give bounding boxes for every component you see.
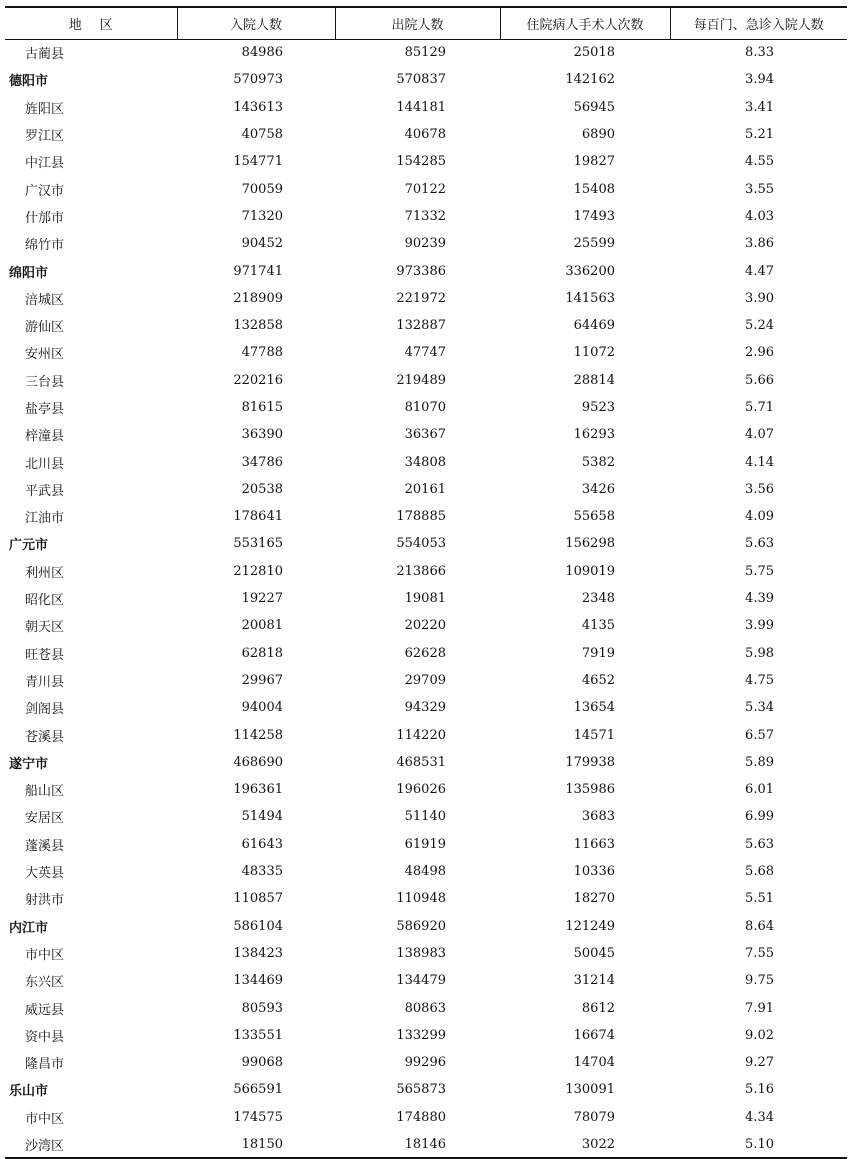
region-name-cell: 旺苍县 (25, 647, 65, 663)
discharged-cell: 110948 (396, 891, 446, 907)
header-row (5, 7, 847, 39)
surgeries-cell: 179938 (565, 754, 615, 770)
surgeries-cell: 28814 (573, 372, 615, 388)
surgeries-cell: 18270 (573, 891, 615, 907)
discharged-cell: 20161 (404, 481, 446, 497)
region-name-cell: 东兴区 (25, 975, 65, 991)
admitted-cell: 143613 (233, 99, 283, 115)
region-name-cell: 内江市 (9, 920, 49, 936)
surgeries-cell: 3683 (581, 809, 615, 825)
admitted-cell: 81615 (241, 400, 283, 415)
table-row (5, 721, 847, 748)
surgeries-cell: 109019 (565, 563, 615, 579)
admit-rate-cell: 3.41 (745, 99, 774, 115)
admit-rate-cell: 9.75 (745, 973, 774, 989)
city-row (5, 66, 847, 93)
table-row (5, 885, 847, 912)
table-row (5, 1022, 847, 1049)
region-name-cell: 蓬溪县 (25, 838, 65, 854)
admit-rate-cell: 4.34 (745, 1109, 774, 1125)
discharged-cell: 90239 (404, 236, 446, 252)
discharged-cell: 48498 (404, 864, 446, 880)
region-name-cell: 资中县 (25, 1029, 65, 1045)
admitted-cell: 971741 (233, 263, 283, 279)
region-name-cell: 绵竹市 (25, 238, 65, 254)
admit-rate-cell: 5.71 (745, 400, 774, 415)
surgeries-cell: 25018 (573, 45, 615, 61)
discharged-cell: 99296 (404, 1055, 446, 1071)
surgeries-cell: 7919 (581, 645, 615, 661)
discharged-cell: 71332 (404, 208, 446, 224)
admitted-cell: 40758 (241, 127, 283, 143)
admit-rate-cell: 5.98 (745, 645, 774, 661)
region-name-cell: 绵阳市 (9, 265, 49, 281)
surgeries-cell: 16674 (573, 1027, 615, 1043)
region-name-cell: 广元市 (9, 538, 49, 554)
admit-rate-cell: 9.02 (745, 1027, 774, 1043)
surgeries-cell: 16293 (573, 427, 615, 443)
admitted-cell: 19227 (241, 591, 283, 607)
table-body (5, 39, 847, 1158)
header-admitted: 入院人数 (177, 7, 335, 39)
admit-rate-cell: 5.21 (745, 127, 774, 143)
table-row (5, 285, 847, 312)
header-region (5, 7, 177, 39)
city-row (5, 913, 847, 940)
admit-rate-cell: 4.14 (745, 454, 774, 470)
hospital-statistics-table (5, 6, 847, 1159)
surgeries-cell: 3022 (500, 1131, 670, 1158)
table-row (5, 585, 847, 612)
admit-rate-cell: 5.89 (745, 754, 774, 770)
table-row (5, 1131, 847, 1158)
surgeries-cell: 11663 (573, 836, 615, 852)
table-row (5, 776, 847, 803)
admitted-cell: 70059 (241, 181, 283, 197)
discharged-cell: 565873 (396, 1082, 446, 1098)
discharged-cell: 554053 (396, 536, 446, 552)
discharged-cell: 114220 (396, 727, 446, 743)
surgeries-cell: 3426 (581, 481, 615, 497)
admit-rate-cell: 5.24 (745, 318, 774, 334)
table-row (5, 476, 847, 503)
admit-rate-cell: 5.10 (670, 1131, 847, 1158)
admit-rate-cell: 5.63 (745, 836, 774, 852)
admit-rate-cell: 2.96 (745, 345, 774, 361)
table-row (5, 148, 847, 175)
admit-rate-cell: 4.75 (745, 672, 774, 688)
region-name-cell: 市中区 (25, 1111, 65, 1127)
surgeries-cell: 130091 (565, 1082, 615, 1098)
region-name-cell: 威远县 (25, 1002, 65, 1018)
discharged-cell: 586920 (396, 918, 446, 934)
table-row (5, 967, 847, 994)
surgeries-cell: 14571 (573, 727, 615, 743)
admitted-cell: 586104 (233, 918, 283, 934)
admit-rate-cell: 5.63 (745, 536, 774, 552)
table-row (5, 558, 847, 585)
region-name-cell: 涪城区 (25, 292, 65, 308)
admitted-cell: 134469 (233, 973, 283, 989)
discharged-cell: 144181 (396, 99, 446, 115)
admit-rate-cell: 5.51 (745, 891, 774, 907)
discharged-cell: 570837 (396, 72, 446, 88)
table-row (5, 121, 847, 148)
admit-rate-cell: 7.91 (745, 1000, 774, 1016)
region-name-cell: 三台县 (25, 374, 65, 390)
header-surgeries: 住院病人手术人次数 (500, 7, 670, 39)
surgeries-cell: 50045 (573, 945, 615, 961)
admitted-cell: 174575 (233, 1109, 283, 1125)
region-name-cell: 船山区 (25, 784, 65, 800)
surgeries-cell: 14704 (573, 1055, 615, 1071)
admit-rate-cell: 3.56 (745, 481, 774, 497)
discharged-cell: 94329 (404, 700, 446, 716)
surgeries-cell: 6890 (581, 127, 615, 143)
surgeries-cell: 121249 (565, 918, 615, 934)
region-name-cell: 北川县 (25, 456, 65, 472)
region-name-cell: 朝天区 (25, 620, 65, 636)
discharged-cell: 132887 (396, 318, 446, 334)
table-row (5, 994, 847, 1021)
admitted-cell: 114258 (233, 727, 283, 743)
table-row (5, 421, 847, 448)
surgeries-cell: 25599 (573, 236, 615, 252)
discharged-cell: 174880 (396, 1109, 446, 1125)
admit-rate-cell: 4.09 (745, 509, 774, 525)
region-name-cell: 安居区 (25, 811, 65, 827)
discharged-cell: 61919 (404, 836, 446, 852)
admit-rate-cell: 3.99 (745, 618, 774, 634)
surgeries-cell: 17493 (573, 208, 615, 224)
table-row (5, 694, 847, 721)
admitted-cell: 178641 (233, 509, 283, 525)
region-name-cell: 江油市 (25, 511, 65, 527)
admitted-cell: 80593 (241, 1000, 283, 1016)
admitted-cell: 566591 (233, 1082, 283, 1098)
table-row (5, 640, 847, 667)
admit-rate-cell: 9.27 (745, 1055, 774, 1071)
table-row (5, 612, 847, 639)
surgeries-cell: 336200 (565, 263, 615, 279)
surgeries-cell: 142162 (565, 72, 615, 88)
admit-rate-cell: 3.86 (745, 236, 774, 252)
table-row (5, 203, 847, 230)
discharged-cell: 70122 (404, 181, 446, 197)
header-region-first: 地 (68, 17, 82, 33)
admitted-cell: 20081 (241, 618, 283, 634)
admit-rate-cell: 5.66 (745, 372, 774, 388)
discharged-cell: 80863 (404, 1000, 446, 1016)
admitted-cell: 48335 (241, 864, 283, 880)
admitted-cell: 138423 (233, 945, 283, 961)
admitted-cell: 468690 (233, 754, 283, 770)
table-row (5, 312, 847, 339)
discharged-cell: 81070 (404, 400, 446, 415)
admitted-cell: 29967 (241, 672, 283, 688)
table-row (5, 339, 847, 366)
admitted-cell: 133551 (233, 1027, 283, 1043)
admitted-cell: 218909 (233, 290, 283, 306)
surgeries-cell: 11072 (573, 345, 615, 361)
admit-rate-cell: 4.39 (745, 591, 774, 607)
table-row (5, 94, 847, 121)
surgeries-cell: 15408 (573, 181, 615, 197)
admit-rate-cell: 4.03 (745, 208, 774, 224)
region-name-cell: 德阳市 (9, 74, 49, 90)
table-row (5, 940, 847, 967)
region-name-cell: 旌阳区 (25, 101, 65, 117)
surgeries-cell: 135986 (565, 782, 615, 798)
admitted-cell: 154771 (233, 154, 283, 170)
table-row (5, 831, 847, 858)
header-region-second: 区 (99, 17, 113, 33)
admit-rate-cell: 5.16 (745, 1082, 774, 1098)
discharged-cell: 51140 (404, 809, 446, 825)
table-row (5, 1049, 847, 1076)
discharged-cell: 19081 (404, 591, 446, 607)
discharged-cell: 178885 (396, 509, 446, 525)
admit-rate-cell: 4.55 (745, 154, 774, 170)
admitted-cell: 34786 (241, 454, 283, 470)
admit-rate-cell: 3.90 (745, 290, 774, 306)
table-row (5, 394, 847, 421)
region-name-cell: 射洪市 (25, 893, 65, 909)
admitted-cell: 47788 (241, 345, 283, 361)
region-name-cell: 游仙区 (25, 320, 65, 336)
admit-rate-cell: 5.75 (745, 563, 774, 579)
admitted-cell: 61643 (241, 836, 283, 852)
city-row (5, 749, 847, 776)
admit-rate-cell: 4.47 (745, 263, 774, 279)
surgeries-cell: 156298 (565, 536, 615, 552)
surgeries-cell: 56945 (573, 99, 615, 115)
surgeries-cell: 78079 (573, 1109, 615, 1125)
surgeries-cell: 141563 (565, 290, 615, 306)
region-name-cell: 安州区 (25, 347, 65, 363)
surgeries-cell: 8612 (581, 1000, 615, 1016)
admit-rate-cell: 4.07 (745, 427, 774, 443)
table-row (5, 667, 847, 694)
surgeries-cell: 2348 (581, 591, 615, 607)
region-name-cell: 隆昌市 (25, 1057, 65, 1073)
region-name-cell: 沙湾区 (5, 1131, 177, 1158)
city-row (5, 1076, 847, 1103)
region-name-cell: 乐山市 (9, 1084, 49, 1100)
surgeries-cell: 55658 (573, 509, 615, 525)
region-name-cell: 中江县 (25, 156, 65, 172)
city-row (5, 257, 847, 284)
surgeries-cell: 9523 (581, 400, 615, 415)
admit-rate-cell: 5.34 (745, 700, 774, 716)
city-row (5, 530, 847, 557)
admitted-cell: 71320 (241, 208, 283, 224)
surgeries-cell: 4652 (581, 672, 615, 688)
header-discharged: 出院人数 (335, 7, 500, 39)
region-name-cell: 梓潼县 (25, 429, 65, 445)
admitted-cell: 90452 (241, 236, 283, 252)
region-name-cell: 大英县 (25, 866, 65, 882)
region-name-cell: 什邡市 (25, 210, 65, 226)
discharged-cell: 85129 (404, 45, 446, 61)
table-row (5, 39, 847, 66)
region-name-cell: 剑阁县 (25, 702, 65, 718)
admitted-cell: 99068 (241, 1055, 283, 1071)
admitted-cell: 84986 (241, 45, 283, 61)
table-row (5, 367, 847, 394)
discharged-cell: 62628 (404, 645, 446, 661)
surgeries-cell: 31214 (573, 973, 615, 989)
admitted-cell: 36390 (241, 427, 283, 443)
admit-rate-cell: 8.64 (745, 918, 774, 934)
table-row (5, 448, 847, 475)
table-header (5, 7, 847, 39)
header-admit-rate: 每百门、急诊入院人数 (670, 7, 847, 39)
discharged-cell: 213866 (396, 563, 446, 579)
admitted-cell: 553165 (233, 536, 283, 552)
discharged-cell: 973386 (396, 263, 446, 279)
admitted-cell: 18150 (177, 1131, 335, 1158)
table-row (5, 230, 847, 257)
admitted-cell: 132858 (233, 318, 283, 334)
table-row (5, 503, 847, 530)
discharged-cell: 36367 (404, 427, 446, 443)
admit-rate-cell: 6.57 (745, 727, 774, 743)
discharged-cell: 47747 (404, 345, 446, 361)
discharged-cell: 154285 (396, 154, 446, 170)
region-name-cell: 青川县 (25, 674, 65, 690)
surgeries-cell: 19827 (573, 154, 615, 170)
discharged-cell: 468531 (396, 754, 446, 770)
region-name-cell: 利州区 (25, 565, 65, 581)
admitted-cell: 570973 (233, 72, 283, 88)
discharged-cell: 40678 (404, 127, 446, 143)
admit-rate-cell: 6.99 (745, 809, 774, 825)
surgeries-cell: 13654 (573, 700, 615, 716)
region-name-cell: 昭化区 (25, 593, 65, 609)
admitted-cell: 196361 (233, 782, 283, 798)
surgeries-cell: 64469 (573, 318, 615, 334)
admitted-cell: 212810 (233, 563, 283, 579)
admit-rate-cell: 6.01 (745, 782, 774, 798)
discharged-cell: 34808 (404, 454, 446, 470)
discharged-cell: 18146 (335, 1131, 500, 1158)
region-name-cell: 盐亭县 (25, 402, 65, 417)
admitted-cell: 20538 (241, 481, 283, 497)
surgeries-cell: 10336 (573, 864, 615, 880)
discharged-cell: 219489 (396, 372, 446, 388)
discharged-cell: 138983 (396, 945, 446, 961)
admit-rate-cell: 7.55 (745, 945, 774, 961)
region-name-cell: 平武县 (25, 483, 65, 499)
surgeries-cell: 4135 (581, 618, 615, 634)
region-name-cell: 市中区 (25, 947, 65, 963)
region-name-cell: 遂宁市 (9, 756, 49, 772)
table-row (5, 1104, 847, 1131)
region-name-cell: 广汉市 (25, 183, 65, 199)
surgeries-cell: 5382 (581, 454, 615, 470)
admit-rate-cell: 3.94 (745, 72, 774, 88)
admitted-cell: 220216 (233, 372, 283, 388)
discharged-cell: 133299 (396, 1027, 446, 1043)
admitted-cell: 62818 (241, 645, 283, 661)
discharged-cell: 20220 (404, 618, 446, 634)
admitted-cell: 94004 (241, 700, 283, 716)
admit-rate-cell: 8.33 (745, 45, 774, 61)
region-name-cell: 罗江区 (25, 129, 65, 145)
discharged-cell: 134479 (396, 973, 446, 989)
table-row (5, 175, 847, 202)
admit-rate-cell: 5.68 (745, 864, 774, 880)
admitted-cell: 110857 (233, 891, 283, 907)
region-name-cell: 苍溪县 (25, 729, 65, 745)
table-row (5, 858, 847, 885)
discharged-cell: 196026 (396, 782, 446, 798)
admit-rate-cell: 3.55 (745, 181, 774, 197)
admitted-cell: 51494 (241, 809, 283, 825)
discharged-cell: 29709 (404, 672, 446, 688)
table-row (5, 803, 847, 830)
region-name-cell: 古蔺县 (25, 47, 65, 63)
discharged-cell: 221972 (396, 290, 446, 306)
